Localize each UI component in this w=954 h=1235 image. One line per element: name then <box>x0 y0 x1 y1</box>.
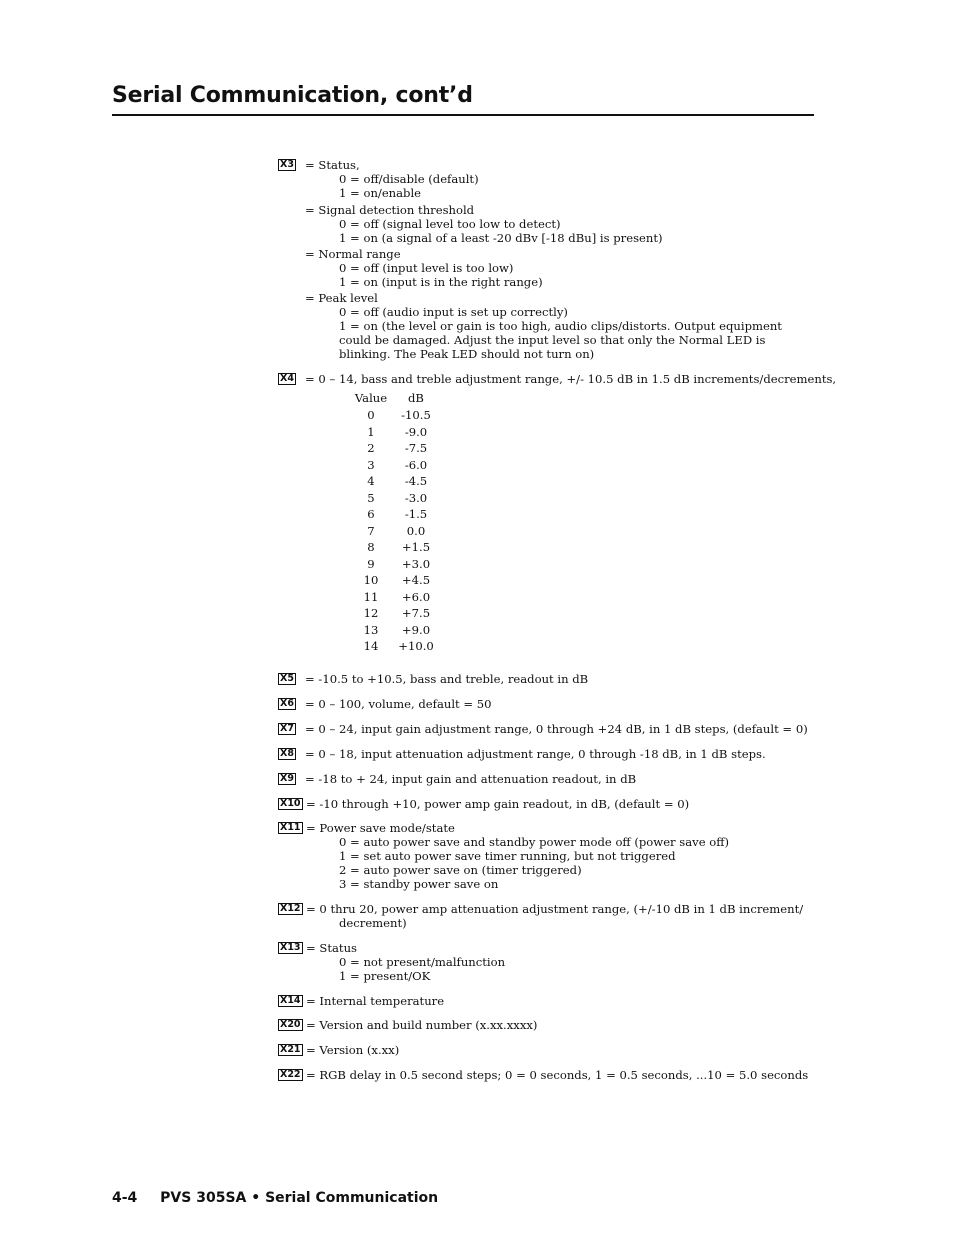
x13-option-1: 1 = present/OK <box>339 968 431 983</box>
table-cell-value: 6 <box>367 507 375 521</box>
table-row <box>351 457 441 474</box>
page-title: Serial Communication, cont’d <box>112 83 473 108</box>
x4-text: = 0 – 14, bass and treble adjustment range, +/- 10.5 dB in 1.5 dB increments/decrements, <box>305 372 837 386</box>
table-cell-value: 5 <box>367 490 375 505</box>
table-cell-db: +4.5 <box>401 573 431 587</box>
variable-tag-x10: X10 <box>280 797 301 809</box>
table-cell-db: -9.0 <box>404 424 428 439</box>
table-cell-value: 0 <box>367 408 375 422</box>
x13-text: = Status <box>306 940 357 955</box>
table-cell-value: 13 <box>363 622 379 637</box>
x3-peak: = Peak level <box>305 291 378 305</box>
table-row <box>351 407 441 424</box>
table-row <box>351 556 441 573</box>
entry-x10 <box>278 797 818 811</box>
x10-text: = -10 through +10, power amp gain readout, in dB, (default = 0) <box>306 796 690 811</box>
x11-option-1: 1 = set auto power save timer running, but not triggered <box>339 848 676 863</box>
entry-x14 <box>278 994 818 1008</box>
x3-signal-0: 0 = off (signal level too low to detect) <box>339 217 561 231</box>
table-row <box>351 440 441 457</box>
table-cell-db: +3.0 <box>401 556 431 571</box>
x3-normal-0: 0 = off (input level is too low) <box>339 261 514 275</box>
variable-tag-x3: X3 <box>280 159 294 170</box>
column-header-value: Value <box>354 391 388 406</box>
table-cell-db: +10.0 <box>398 639 434 653</box>
table-row <box>351 523 441 540</box>
column-header-db: dB <box>408 391 424 406</box>
entry-x5 <box>278 672 818 686</box>
entry-x12 <box>278 902 818 930</box>
page-footer <box>112 1190 438 1206</box>
x3-peak-1: 1 = on (the level or gain is too high, audio clips/distorts. Output equipment could be damaged. Adjust the input level so that only the Normal LED is blinking. The Peak LED should not turn on) <box>339 319 782 361</box>
table-cell-value: 14 <box>363 639 379 653</box>
variable-tag-x22: X22 <box>280 1068 301 1080</box>
variable-tag-x14: X14 <box>280 994 301 1006</box>
entry-x6 <box>278 697 818 711</box>
footer-page-number: 4-4 <box>112 1190 138 1206</box>
table-cell-value: 2 <box>367 441 375 455</box>
variable-tag-x13: X13 <box>280 941 301 953</box>
table-cell-db: -3.0 <box>404 490 428 505</box>
variable-tag-x20: X20 <box>280 1018 301 1030</box>
variable-tag-x11: X11 <box>280 821 301 833</box>
variable-tag-x5: X5 <box>280 672 294 684</box>
table-cell-db: -6.0 <box>404 457 428 472</box>
x3-normal: = Normal range <box>305 247 401 261</box>
title-divider <box>112 114 814 116</box>
entry-x3 <box>278 158 818 361</box>
entry-x22 <box>278 1068 818 1082</box>
x9-text: = -18 to + 24, input gain and attenuation readout, in dB <box>305 771 637 786</box>
table-cell-value: 12 <box>363 606 379 620</box>
table-cell-db: 0.0 <box>406 523 426 538</box>
footer-text: PVS 305SA • Serial Communication <box>160 1190 439 1206</box>
entry-x13 <box>278 941 818 983</box>
variable-tag-x8: X8 <box>280 747 294 759</box>
table-row <box>351 572 441 589</box>
x11-option-0: 0 = auto power save and standby power mode off (power save off) <box>339 834 729 849</box>
x11-option-2: 2 = auto power save on (timer triggered) <box>339 862 582 877</box>
table-cell-db: +6.0 <box>401 589 431 604</box>
entry-x7 <box>278 722 818 736</box>
variable-tag-x4: X4 <box>280 373 294 384</box>
table-cell-db: -7.5 <box>404 441 428 455</box>
variable-tag-x9: X9 <box>280 772 294 784</box>
table-row <box>351 506 441 523</box>
table-cell-value: 3 <box>367 457 375 472</box>
variable-tag-x6: X6 <box>280 697 294 709</box>
table-cell-value: 9 <box>367 556 375 571</box>
variable-tag-x21: X21 <box>280 1043 301 1055</box>
table-cell-db: +9.0 <box>401 622 431 637</box>
x12-text: = 0 thru 20, power amp attenuation adjustment range, (+/-10 dB in 1 dB increment/ <box>306 901 804 916</box>
table-row <box>351 539 441 556</box>
x6-text: = 0 – 100, volume, default = 50 <box>305 696 492 711</box>
entry-x11 <box>278 821 818 891</box>
x11-text: = Power save mode/state <box>306 820 455 835</box>
x21-text: = Version (x.xx) <box>306 1042 400 1057</box>
table-cell-value: 4 <box>367 474 375 488</box>
x13-option-0: 0 = not present/malfunction <box>339 954 506 969</box>
x3-signal-1: 1 = on (a signal of a least -20 dBv [-18 dBu] is present) <box>339 231 663 245</box>
variable-tag-x7: X7 <box>280 722 294 734</box>
x3-peak-0: 0 = off (audio input is set up correctly) <box>339 305 568 319</box>
x5-text: = -10.5 to +10.5, bass and treble, readout in dB <box>305 671 589 686</box>
x12-continuation: decrement) <box>339 915 407 930</box>
x3-status: = Status, <box>305 158 360 172</box>
table-row <box>351 490 441 507</box>
x22-text: = RGB delay in 0.5 second steps; 0 = 0 seconds, 1 = 0.5 seconds, ...10 = 5.0 seconds <box>306 1067 809 1082</box>
table-cell-value: 10 <box>363 573 379 587</box>
x3-status-0: 0 = off/disable (default) <box>339 172 479 186</box>
entry-x9 <box>278 772 818 786</box>
table-cell-value: 1 <box>367 424 375 439</box>
x20-text: = Version and build number (x.xx.xxxx) <box>306 1017 538 1032</box>
x8-text: = 0 – 18, input attenuation adjustment range, 0 through -18 dB, in 1 dB steps. <box>305 746 766 761</box>
table-cell-db: -10.5 <box>401 408 431 422</box>
table-row <box>351 473 441 490</box>
value-db-table <box>351 390 441 655</box>
table-row <box>351 638 441 655</box>
entry-x21 <box>278 1043 818 1057</box>
table-row <box>351 622 441 639</box>
table-cell-value: 7 <box>367 523 375 538</box>
table-cell-db: -4.5 <box>404 474 428 488</box>
x3-signal: = Signal detection threshold <box>305 203 475 217</box>
table-row <box>351 605 441 622</box>
entry-x20 <box>278 1018 818 1032</box>
table-cell-value: 8 <box>367 540 375 554</box>
table-cell-db: +7.5 <box>401 606 431 620</box>
table-cell-value: 11 <box>363 589 379 604</box>
table-cell-db: +1.5 <box>401 540 431 554</box>
table-row <box>351 424 441 441</box>
x7-text: = 0 – 24, input gain adjustment range, 0 through +24 dB, in 1 dB steps, (default = 0) <box>305 721 808 736</box>
x14-text: = Internal temperature <box>306 993 445 1008</box>
variable-tag-x12: X12 <box>280 902 301 914</box>
entry-x8 <box>278 747 818 761</box>
table-header-row <box>351 390 441 407</box>
entry-x4 <box>278 372 837 655</box>
x11-option-3: 3 = standby power save on <box>339 876 499 891</box>
table-row <box>351 589 441 606</box>
variable-definitions <box>278 158 837 1082</box>
table-cell-db: -1.5 <box>404 507 428 521</box>
x3-normal-1: 1 = on (input is in the right range) <box>339 275 543 289</box>
x3-status-1: 1 = on/enable <box>339 186 422 200</box>
